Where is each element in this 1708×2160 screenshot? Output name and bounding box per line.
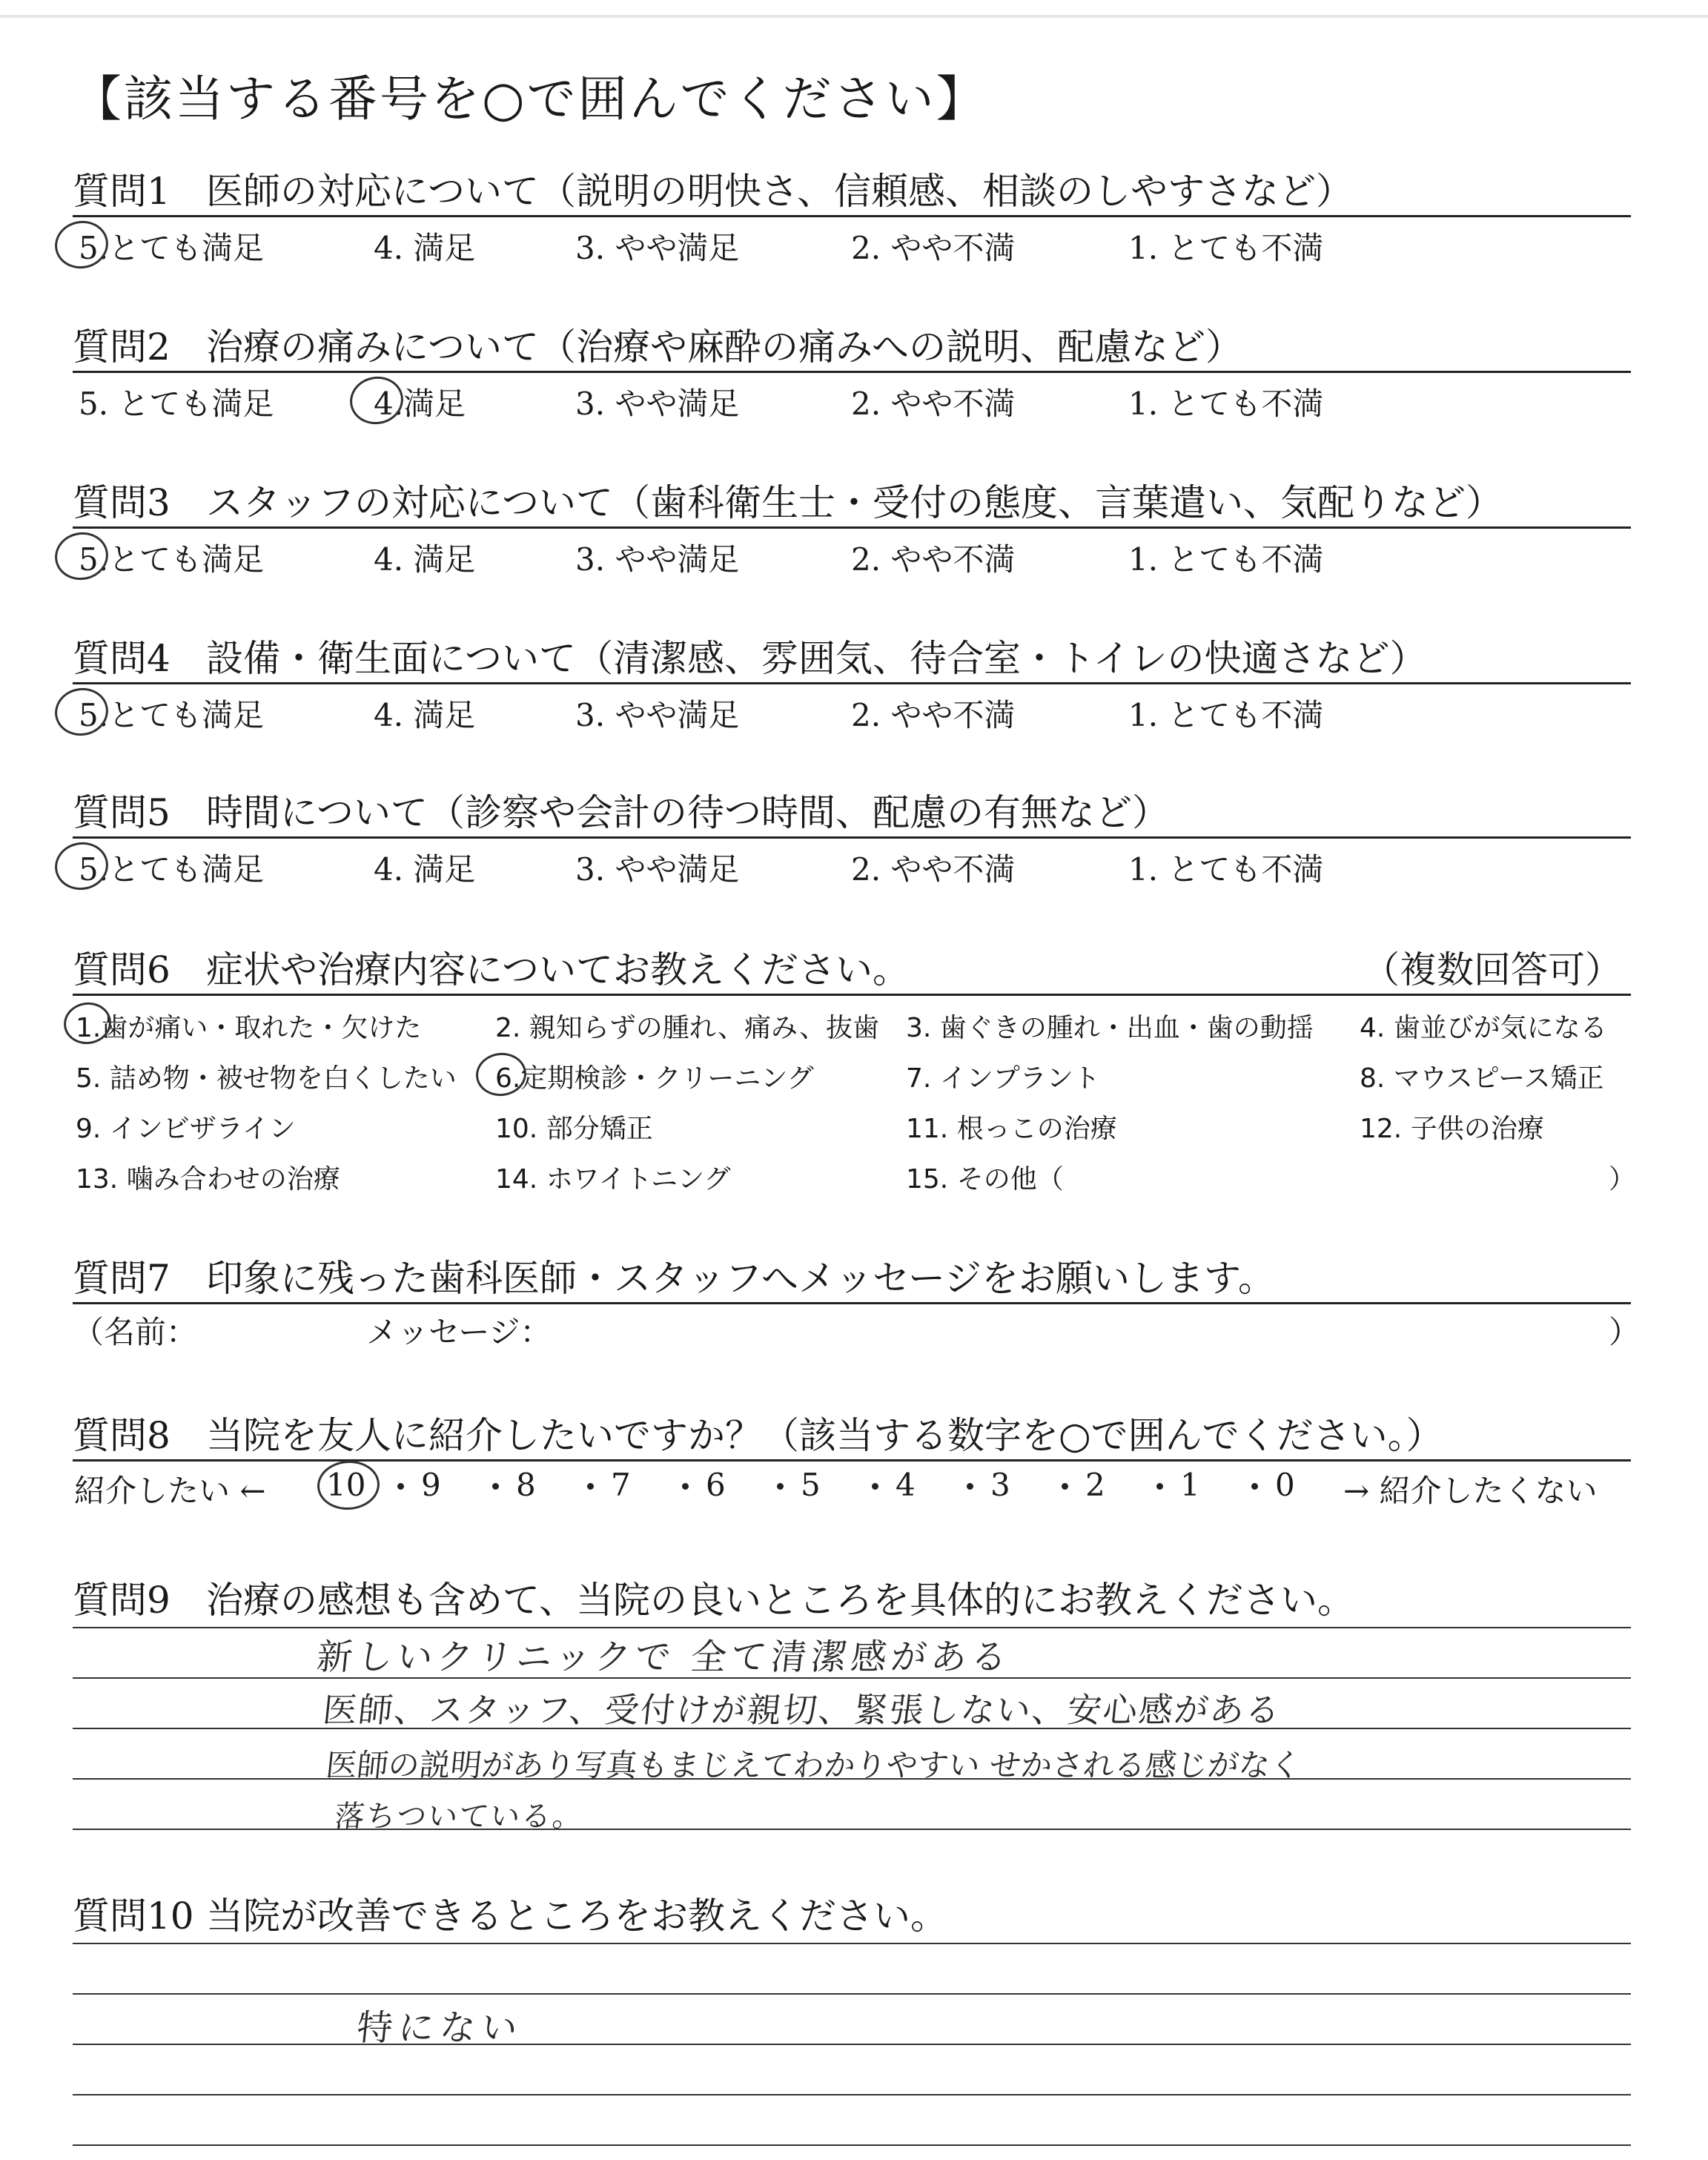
q8-left-label: 紹介したい ← xyxy=(74,1473,266,1509)
q4-option[interactable]: 5.とても満足 xyxy=(79,697,265,733)
q3-label: 質問3 xyxy=(73,481,171,524)
q8-scale-value[interactable]: 1 xyxy=(1180,1467,1200,1503)
q8-separator-dot xyxy=(1251,1483,1258,1490)
q8-separator-dot xyxy=(872,1483,878,1490)
q6-option[interactable]: 5. 詰め物・被せ物を白くしたい xyxy=(76,1063,457,1094)
q10-text: 当院が改善できるところをお教えください。 xyxy=(206,1895,947,1938)
q6-option[interactable]: 13. 噛み合わせの治療 xyxy=(76,1164,340,1195)
q4-text: 設備・衛生面について（清潔感、雰囲気、待合室・トイレの快適さなど） xyxy=(206,637,1427,680)
q3-option[interactable]: 3. やや満足 xyxy=(575,541,740,578)
q8-scale-value[interactable]: 4 xyxy=(896,1467,916,1503)
q4-option[interactable]: 3. やや満足 xyxy=(575,697,740,733)
q8-separator-dot xyxy=(777,1483,784,1490)
q10-label: 質問10 xyxy=(73,1895,194,1938)
q8-scale-value[interactable]: 9 xyxy=(421,1467,441,1503)
q1-rule xyxy=(73,215,1631,217)
q3-option[interactable]: 2. やや不満 xyxy=(851,541,1016,578)
q8-separator-dot xyxy=(492,1483,499,1490)
q4-rule xyxy=(73,682,1631,684)
q8-separator-dot xyxy=(967,1483,973,1490)
q6-note: （複数回答可） xyxy=(1363,948,1622,991)
q6-option[interactable]: 14. ホワイトニング xyxy=(495,1164,731,1195)
q2-option[interactable]: 4.満足 xyxy=(374,386,466,422)
q8-separator-dot xyxy=(682,1483,689,1490)
top-border xyxy=(0,15,1708,18)
q10-answer-line: 特にない xyxy=(354,2007,526,2049)
q6-rule xyxy=(73,994,1631,996)
q3-rule xyxy=(73,526,1631,529)
q1-label: 質問1 xyxy=(73,170,171,213)
q2-option[interactable]: 3. やや満足 xyxy=(575,386,740,422)
q4-label: 質問4 xyxy=(73,637,171,680)
q8-scale-value[interactable]: 7 xyxy=(611,1467,631,1503)
q3-option[interactable]: 1. とても不満 xyxy=(1128,541,1324,578)
q8-scale-value[interactable]: 0 xyxy=(1275,1467,1295,1503)
q8-label: 質問8 xyxy=(73,1414,171,1457)
q8-scale-value[interactable]: 8 xyxy=(516,1467,536,1503)
q6-option[interactable]: 7. インプラント xyxy=(906,1063,1100,1094)
q7-text: 印象に残った歯科医師・スタッフへメッセージをお願いします。 xyxy=(206,1257,1275,1300)
q5-option[interactable]: 3. やや満足 xyxy=(575,851,740,888)
q2-option[interactable]: 2. やや不満 xyxy=(851,386,1016,422)
q5-option[interactable]: 5.とても満足 xyxy=(79,851,265,888)
q6-label: 質問6 xyxy=(73,948,171,991)
q6-option[interactable]: 6.定期検診・クリーニング xyxy=(495,1063,814,1094)
q5-option[interactable]: 2. やや不満 xyxy=(851,851,1016,888)
q2-text: 治療の痛みについて（治療や麻酔の痛みへの説明、配慮など） xyxy=(206,326,1242,369)
q6-close-paren: ） xyxy=(1609,1164,1636,1195)
q7-close-paren: ） xyxy=(1609,1314,1641,1350)
q6-option[interactable]: 4. 歯並びが気になる xyxy=(1360,1013,1607,1043)
q2-label: 質問2 xyxy=(73,326,171,369)
q4-option[interactable]: 1. とても不満 xyxy=(1128,697,1324,733)
q6-option[interactable]: 1.歯が痛い・取れた・欠けた xyxy=(76,1013,422,1043)
q6-option[interactable]: 8. マウスピース矯正 xyxy=(1360,1063,1604,1094)
q3-option[interactable]: 4. 満足 xyxy=(374,541,476,578)
q8-right-label: → 紹介したくない xyxy=(1343,1473,1598,1509)
q6-option[interactable]: 15. その他（ xyxy=(906,1164,1064,1195)
q5-option[interactable]: 1. とても不満 xyxy=(1128,851,1324,888)
q10-writing-line xyxy=(73,1943,1631,1944)
q7-rule xyxy=(73,1302,1631,1304)
q8-separator-dot xyxy=(1062,1483,1068,1490)
q2-rule xyxy=(73,371,1631,373)
q8-scale-value[interactable]: 5 xyxy=(801,1467,821,1503)
q5-option[interactable]: 4. 満足 xyxy=(374,851,476,888)
q5-rule xyxy=(73,836,1631,839)
q8-scale-value[interactable]: 3 xyxy=(990,1467,1010,1503)
q8-scale-value[interactable]: 6 xyxy=(706,1467,726,1503)
q2-option[interactable]: 5. とても満足 xyxy=(79,386,274,422)
q6-option[interactable]: 9. インビザライン xyxy=(76,1114,296,1144)
q10-writing-line xyxy=(73,2044,1631,2045)
q9-answer-line: 医師の説明があり写真もまじえてわかりやすい せかされる感じがなく xyxy=(324,1747,1303,1783)
form-title: 【該当する番号を○で囲んでください】 xyxy=(73,70,987,128)
q6-option[interactable]: 11. 根っこの治療 xyxy=(906,1114,1117,1144)
q6-option[interactable]: 3. 歯ぐきの腫れ・出血・歯の動揺 xyxy=(906,1013,1314,1043)
q8-rule xyxy=(73,1459,1631,1462)
q1-option[interactable]: 4. 満足 xyxy=(374,230,476,266)
q1-option[interactable]: 2. やや不満 xyxy=(851,230,1016,266)
q7-message-label: メッセージ： xyxy=(366,1314,552,1350)
q5-text: 時間について（診察や会計の待つ時間、配慮の有無など） xyxy=(206,791,1169,834)
q4-option[interactable]: 4. 満足 xyxy=(374,697,476,733)
q3-option[interactable]: 5.とても満足 xyxy=(79,541,265,578)
q4-option[interactable]: 2. やや不満 xyxy=(851,697,1016,733)
q2-option[interactable]: 1. とても不満 xyxy=(1128,386,1324,422)
q8-separator-dot xyxy=(397,1483,404,1490)
q9-text: 治療の感想も含めて、当院の良いところを具体的にお教えください。 xyxy=(206,1579,1354,1622)
q7-name-label: （名前： xyxy=(73,1314,198,1350)
q8-scale-value[interactable]: 10 xyxy=(326,1467,366,1503)
q9-label: 質問9 xyxy=(73,1579,171,1622)
q8-separator-dot xyxy=(587,1483,594,1490)
q8-separator-dot xyxy=(1156,1483,1163,1490)
q3-text: スタッフの対応について（歯科衛生士・受付の態度、言葉遣い、気配りなど） xyxy=(206,481,1503,524)
q9-answer-line: 新しいクリニックで 全て清潔感がある xyxy=(314,1636,1013,1678)
q6-option[interactable]: 12. 子供の治療 xyxy=(1360,1114,1544,1144)
q5-label: 質問5 xyxy=(73,791,171,834)
q8-scale-value[interactable]: 2 xyxy=(1085,1467,1105,1503)
q8-text: 当院を友人に紹介したいですか？（該当する数字を○で囲んでください。） xyxy=(206,1414,1443,1457)
q10-writing-line xyxy=(73,1993,1631,1995)
q1-option[interactable]: 1. とても不満 xyxy=(1128,230,1324,266)
q10-writing-line xyxy=(73,2094,1631,2095)
q7-label: 質問7 xyxy=(73,1257,171,1300)
q9-answer-line: 落ちついている。 xyxy=(333,1800,586,1834)
q10-writing-line xyxy=(73,2144,1631,2146)
q1-text: 医師の対応について（説明の明快さ、信頼感、相談のしやすさなど） xyxy=(206,170,1353,213)
q6-text: 症状や治療内容についてお教えください。 xyxy=(206,948,910,991)
q6-option[interactable]: 2. 親知らずの腫れ、痛み、抜歯 xyxy=(495,1013,880,1043)
q9-writing-line xyxy=(73,1829,1631,1830)
q1-option[interactable]: 5.とても満足 xyxy=(79,230,265,266)
q9-answer-line: 医師、スタッフ、受付けが親切、緊張しない、安心感がある xyxy=(320,1690,1283,1730)
q6-option[interactable]: 10. 部分矯正 xyxy=(495,1114,653,1144)
q1-option[interactable]: 3. やや満足 xyxy=(575,230,740,266)
